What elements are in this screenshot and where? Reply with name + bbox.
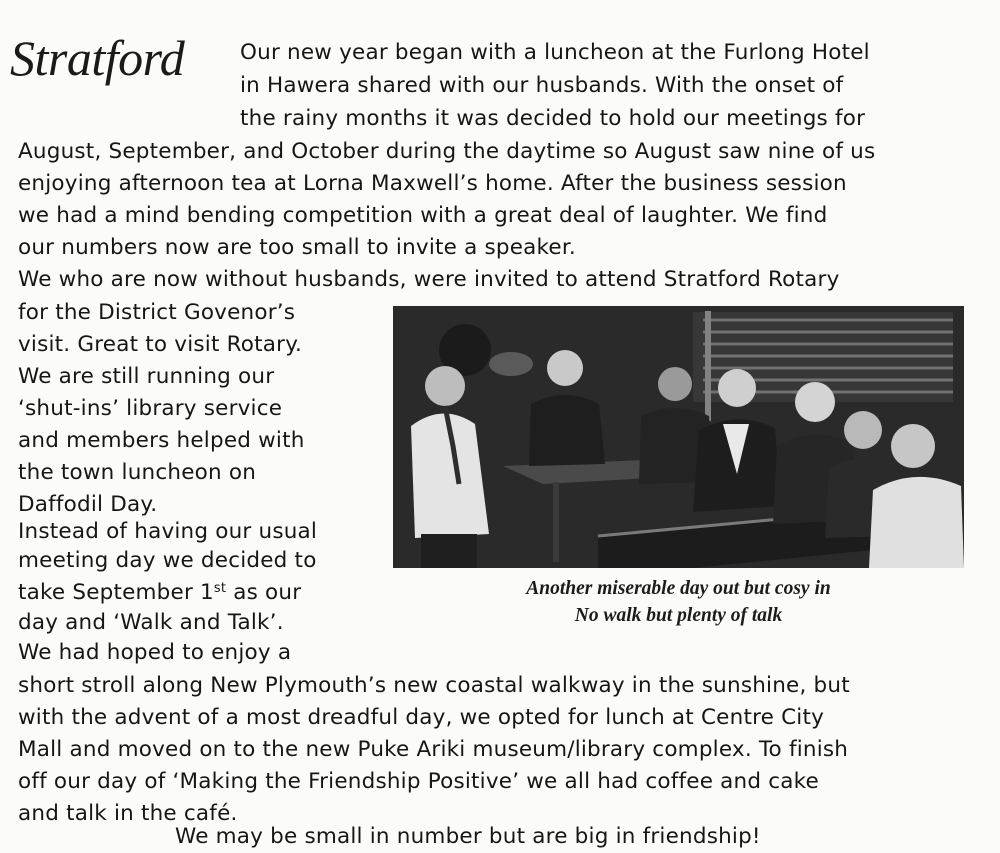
body-line-15: Daffodil Day. [18,492,158,517]
body-line-5: enjoying afternoon tea at Lorna Maxwell’s home. After the business session [18,171,847,196]
body-line-7: our numbers now are too small to invite a speaker. [18,235,576,260]
group-photo [393,306,964,568]
photo-caption-line-2: No walk but plenty of talk [574,605,783,626]
body-line-13: and members helped with [18,428,305,453]
body-line-16: Instead of having our usual [18,519,318,544]
body-line-17: meeting day we decided to [18,548,317,573]
article-title: Stratford [10,30,185,86]
body-line-25: and talk in the café. [18,801,238,826]
photo-caption-line-1: Another miserable day out but cosy in [526,578,831,599]
body-line-19: day and ‘Walk and Talk’. [18,610,284,635]
body-line-9: for the District Govenor’s [18,300,296,325]
body-line-14: the town luncheon on [18,460,257,485]
body-line-2: in Hawera shared with our husbands. With the onset of [240,73,844,98]
body-line-3: the rainy months it was decided to hold our meetings for [240,106,866,131]
body-line-18 [18,576,301,609]
closing-line: We may be small in number but are big in friendship! [175,824,761,849]
september-tail: as our [226,580,302,605]
body-line-23: Mall and moved on to the new Puke Ariki museum/library complex. To finish [18,737,849,762]
body-line-8: We who are now without husbands, were invited to attend Stratford Rotary [18,267,840,292]
body-line-6: we had a mind bending competition with a great deal of laughter. We find [18,203,828,228]
september-text: take September 1 [18,580,214,605]
body-line-1: Our new year began with a luncheon at the Furlong Hotel [240,40,870,65]
body-line-20: We had hoped to enjoy a [18,640,292,665]
ordinal-suffix: st [213,581,227,596]
body-line-21: short stroll along New Plymouth’s new coastal walkway in the sunshine, but [18,673,850,698]
body-line-12: ‘shut-ins’ library service [18,396,283,421]
body-line-4: August, September, and October during the daytime so August saw nine of us [18,139,876,164]
body-line-22: with the advent of a most dreadful day, we opted for lunch at Centre City [18,705,825,730]
body-line-10: visit. Great to visit Rotary. [18,332,303,357]
body-line-24: off our day of ‘Making the Friendship Positive’ we all had coffee and cake [18,769,819,794]
body-line-11: We are still running our [18,364,275,389]
